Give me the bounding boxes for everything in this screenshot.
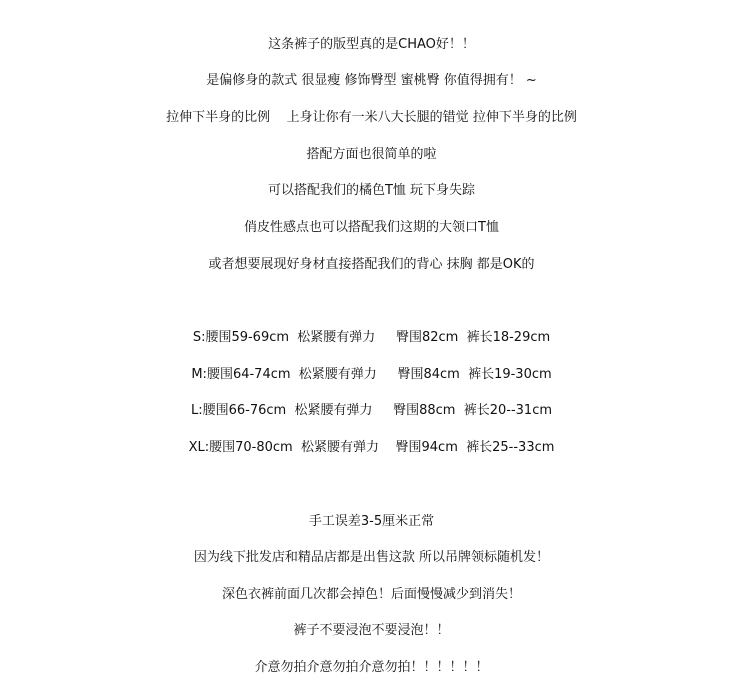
intro-line-1: 这条裤子的版型真的是CHAO好！！ <box>268 37 475 52</box>
intro-line-6: 俏皮性感点也可以搭配我们这期的大领口T恤 <box>244 220 499 235</box>
size-line-s: S:腰围59-69cm 松紧腰有弹力 臀围82cm 裤长18-29cm <box>192 330 551 345</box>
intro-line-3: 拉伸下半身的比例 上身让你有一米八大长腿的错觉 拉伸下半身的比例 <box>166 110 577 125</box>
note-line-2: 因为线下批发店和精品店都是出售这款 所以吊牌领标随机发！ <box>193 550 550 565</box>
note-line-3: 深色衣裤前面几次都会掉色！后面慢慢减少到消失！ <box>221 587 521 602</box>
size-line-m: M:腰围64-74cm 松紧腰有弹力 臀围84cm 裤长19-30cm <box>191 367 552 382</box>
size-line-l: L:腰围66-76cm 松紧腰有弹力 臀围88cm 裤长20--31cm <box>190 403 553 418</box>
intro-line-7: 或者想要展现好身材直接搭配我们的背心 抹胸 都是OK的 <box>208 257 535 272</box>
intro-line-5: 可以搭配我们的橘色T恤 玩下身失踪 <box>267 183 476 198</box>
size-line-xl: XL:腰围70-80cm 松紧腰有弹力 臀围94cm 裤长25--33cm <box>188 440 555 455</box>
intro-line-4: 搭配方面也很简单的啦 <box>306 147 437 162</box>
note-line-5: 介意勿拍介意勿拍介意勿拍！！！！！！ <box>254 660 489 675</box>
note-line-4: 裤子不要浸泡不要浸泡！！ <box>293 623 450 638</box>
intro-line-2: 是偏修身的款式 很显瘦 修饰臀型 蜜桃臀 你值得拥有！ ~ <box>206 73 537 88</box>
note-line-1: 手工误差3-5厘米正常 <box>308 514 435 529</box>
